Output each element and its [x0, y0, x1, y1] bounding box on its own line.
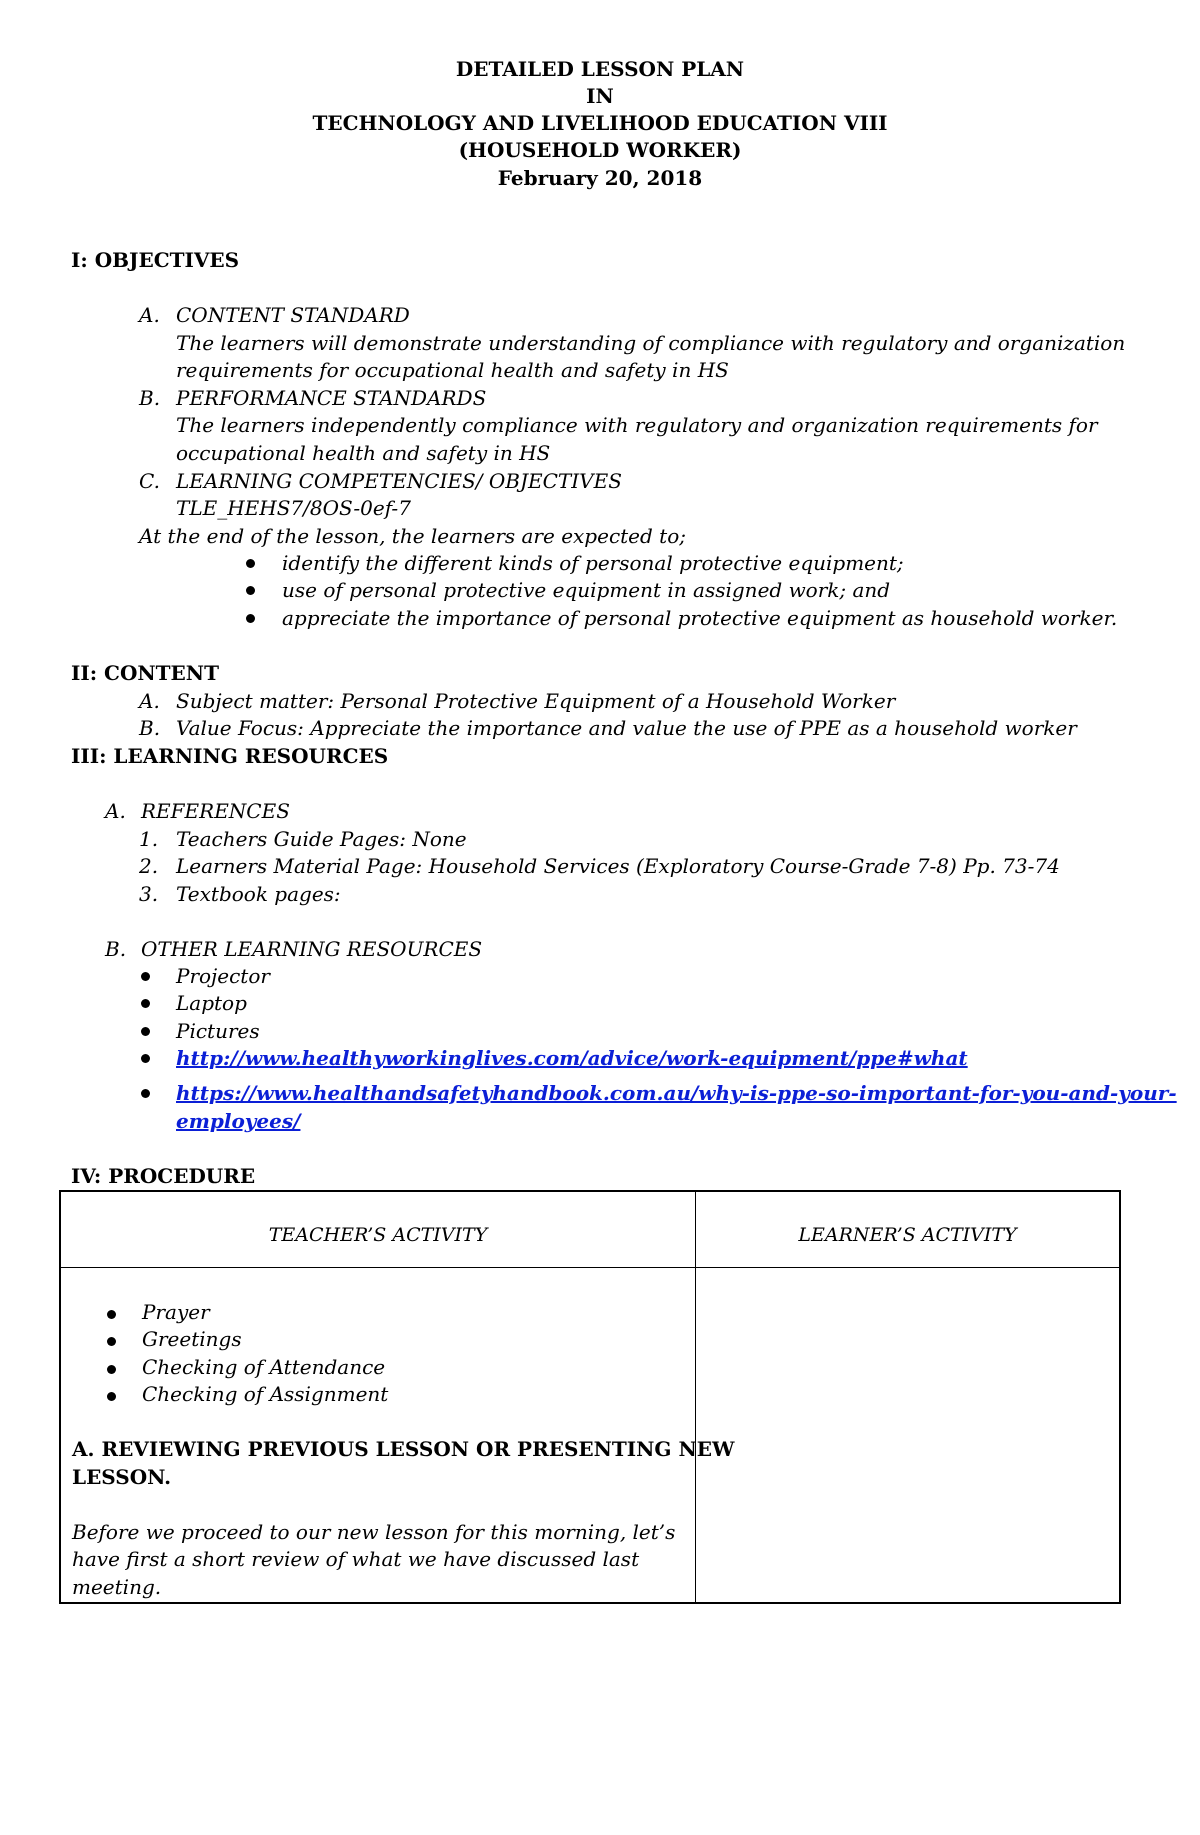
bullet-icon	[246, 559, 255, 568]
resource-item: Laptop	[176, 991, 247, 1015]
objective-bullet: use of personal protective equipment in assigned work; and	[282, 578, 891, 602]
procedure-bullet: Prayer	[142, 1300, 210, 1324]
content-standard-title: CONTENT STANDARD	[176, 303, 410, 327]
reference-number: 1.	[139, 827, 159, 851]
reference-number: 2.	[139, 854, 159, 878]
resource-item: Projector	[176, 964, 270, 988]
resource-link-healthandsafety[interactable]: https://www.healthandsafetyhandbook.com.au/why-is-ppe-so-important-for-you-and-your-	[176, 1081, 1177, 1105]
reference-number: 3.	[139, 882, 159, 906]
objective-c-marker: C.	[139, 469, 160, 493]
performance-standards-title: PERFORMANCE STANDARDS	[176, 386, 487, 410]
reference-item: Textbook pages:	[176, 882, 341, 906]
other-resources-marker: B.	[105, 937, 127, 961]
competency-code: TLE_HEHS7/8OS-0ef-7	[176, 496, 411, 520]
other-resources-title: OTHER LEARNING RESOURCES	[141, 937, 483, 961]
objective-b-marker: B.	[139, 386, 161, 410]
bullet-icon	[107, 1310, 116, 1319]
bullet-icon	[141, 1054, 150, 1063]
resources-heading: III: LEARNING RESOURCES	[71, 744, 389, 768]
table-header-divider	[61, 1267, 1119, 1268]
doc-subtitle: (HOUSEHOLD WORKER)	[458, 138, 742, 162]
learning-competencies-title: LEARNING COMPETENCIES/ OBJECTIVES	[176, 469, 622, 493]
bullet-icon	[107, 1365, 116, 1374]
doc-title-in: IN	[586, 84, 614, 108]
doc-title: DETAILED LESSON PLAN	[455, 57, 745, 81]
procedure-table	[59, 1190, 1121, 1604]
objectives-intro: At the end of the lesson, the learners are expected to;	[139, 524, 686, 548]
bullet-icon	[141, 1089, 150, 1098]
bullet-icon	[246, 586, 255, 595]
review-paragraph: Before we proceed to our new lesson for this morning, let’s	[72, 1520, 676, 1544]
content-heading: II: CONTENT	[71, 661, 219, 685]
procedure-bullet: Checking of Assignment	[142, 1382, 389, 1406]
section-title: A. REVIEWING PREVIOUS LESSON OR PRESENTING NEW	[72, 1437, 735, 1461]
bullet-icon	[141, 1027, 150, 1036]
reference-item: Learners Material Page: Household Services (Exploratory Course-Grade 7-8) Pp. 73-74	[176, 854, 1060, 878]
resource-link-healthyworkinglives[interactable]: http://www.healthyworkinglives.com/advice/work-equipment/ppe#what	[176, 1046, 968, 1070]
learner-activity-header: LEARNER’S ACTIVITY	[798, 1224, 1017, 1246]
bullet-icon	[141, 999, 150, 1008]
content-a-marker: A.	[139, 689, 160, 713]
objective-a-marker: A.	[139, 303, 160, 327]
procedure-bullet: Greetings	[142, 1327, 242, 1351]
reference-item: Teachers Guide Pages: None	[176, 827, 467, 851]
resource-link-healthandsafety-cont[interactable]: employees/	[176, 1109, 301, 1133]
performance-standards-text: The learners independently compliance with regulatory and organization requirements for	[176, 413, 1098, 437]
resource-item: Pictures	[176, 1019, 260, 1043]
procedure-bullet: Checking of Attendance	[142, 1355, 386, 1379]
bullet-icon	[107, 1392, 116, 1401]
references-title: REFERENCES	[141, 799, 290, 823]
section-title-2: LESSON.	[72, 1465, 172, 1489]
bullet-icon	[141, 972, 150, 981]
value-focus: Value Focus: Appreciate the importance and value the use of PPE as a household worker	[176, 716, 1077, 740]
review-paragraph-2: have first a short review of what we have discussed last	[72, 1547, 640, 1571]
objective-bullet: appreciate the importance of personal protective equipment as household worker.	[282, 606, 1118, 630]
objectives-heading: I: OBJECTIVES	[71, 248, 240, 272]
references-marker: A.	[105, 799, 126, 823]
table-column-divider	[695, 1192, 696, 1602]
content-standard-text-2: requirements for occupational health and safety in HS	[176, 358, 729, 382]
performance-standards-text-2: occupational health and safety in HS	[176, 441, 551, 465]
objective-bullet: identify the different kinds of personal protective equipment;	[282, 551, 904, 575]
review-paragraph-3: meeting.	[72, 1575, 162, 1599]
subject-matter: Subject matter: Personal Protective Equipment of a Household Worker	[176, 689, 896, 713]
bullet-icon	[107, 1337, 116, 1346]
bullet-icon	[246, 614, 255, 623]
procedure-heading: IV: PROCEDURE	[71, 1164, 256, 1188]
teacher-activity-header: TEACHER’S ACTIVITY	[268, 1224, 488, 1246]
content-standard-text: The learners will demonstrate understanding of compliance with regulatory and organization	[176, 331, 1126, 355]
doc-subject: TECHNOLOGY AND LIVELIHOOD EDUCATION VIII	[312, 111, 888, 135]
doc-date: February 20, 2018	[497, 166, 703, 190]
content-b-marker: B.	[139, 716, 161, 740]
